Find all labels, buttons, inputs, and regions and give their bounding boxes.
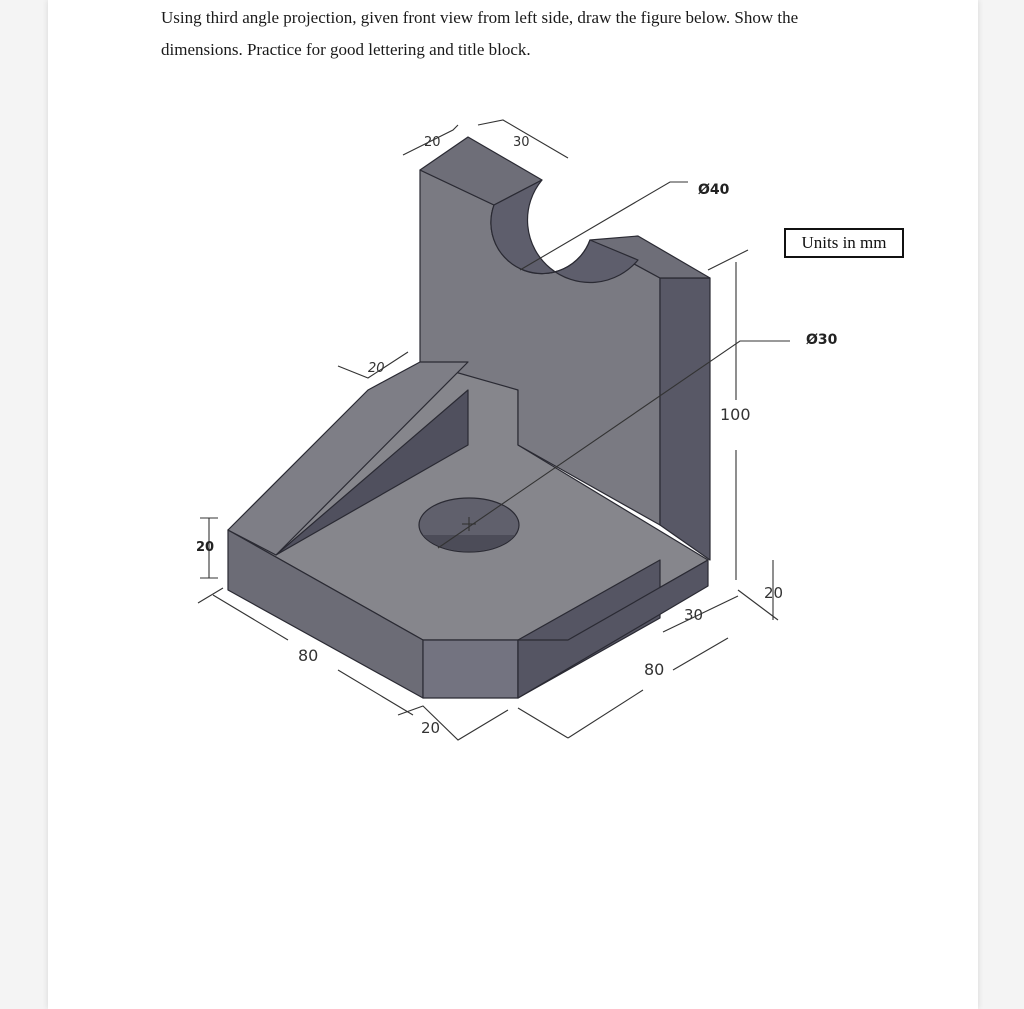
dim-top-depth: 30 <box>513 135 530 150</box>
dim-top-width: 20 <box>424 135 441 150</box>
units-label-box <box>784 228 904 258</box>
dim-base-right: 80 <box>644 660 665 679</box>
isometric-drawing <box>48 0 978 800</box>
dim-right-80-c <box>673 638 728 670</box>
dim-hole-diameter: Ø30 <box>806 332 838 348</box>
document-page <box>48 0 978 1009</box>
dim-rib-width: 20 <box>368 361 385 376</box>
dim-back-thickness: 20 <box>764 584 784 602</box>
dim-wall-thickness: 30 <box>684 606 704 624</box>
dim-base-thickness: 20 <box>196 540 215 555</box>
dim-chamfer: 20 <box>421 719 441 737</box>
dim-height-ext-top <box>708 250 748 270</box>
instructions-line-2: dimensions. Practice for good lettering and title block. <box>161 40 531 59</box>
instructions-line-1: Using third angle projection, given front view from left side, draw the figure below. Show the <box>161 8 799 27</box>
dim-right-80-b <box>568 690 643 738</box>
dim-right-80-a <box>518 708 568 738</box>
units-label: Units in mm <box>801 233 887 252</box>
base-chamfer-face <box>423 640 518 698</box>
dim-slot-diameter: Ø40 <box>698 182 730 198</box>
wall-right-face <box>660 278 710 560</box>
dim-wall-height: 100 <box>720 405 751 424</box>
dim-base-left: 80 <box>298 646 319 665</box>
dim-base-thick-ext <box>198 588 223 603</box>
dim-chamfer-line <box>398 706 508 740</box>
